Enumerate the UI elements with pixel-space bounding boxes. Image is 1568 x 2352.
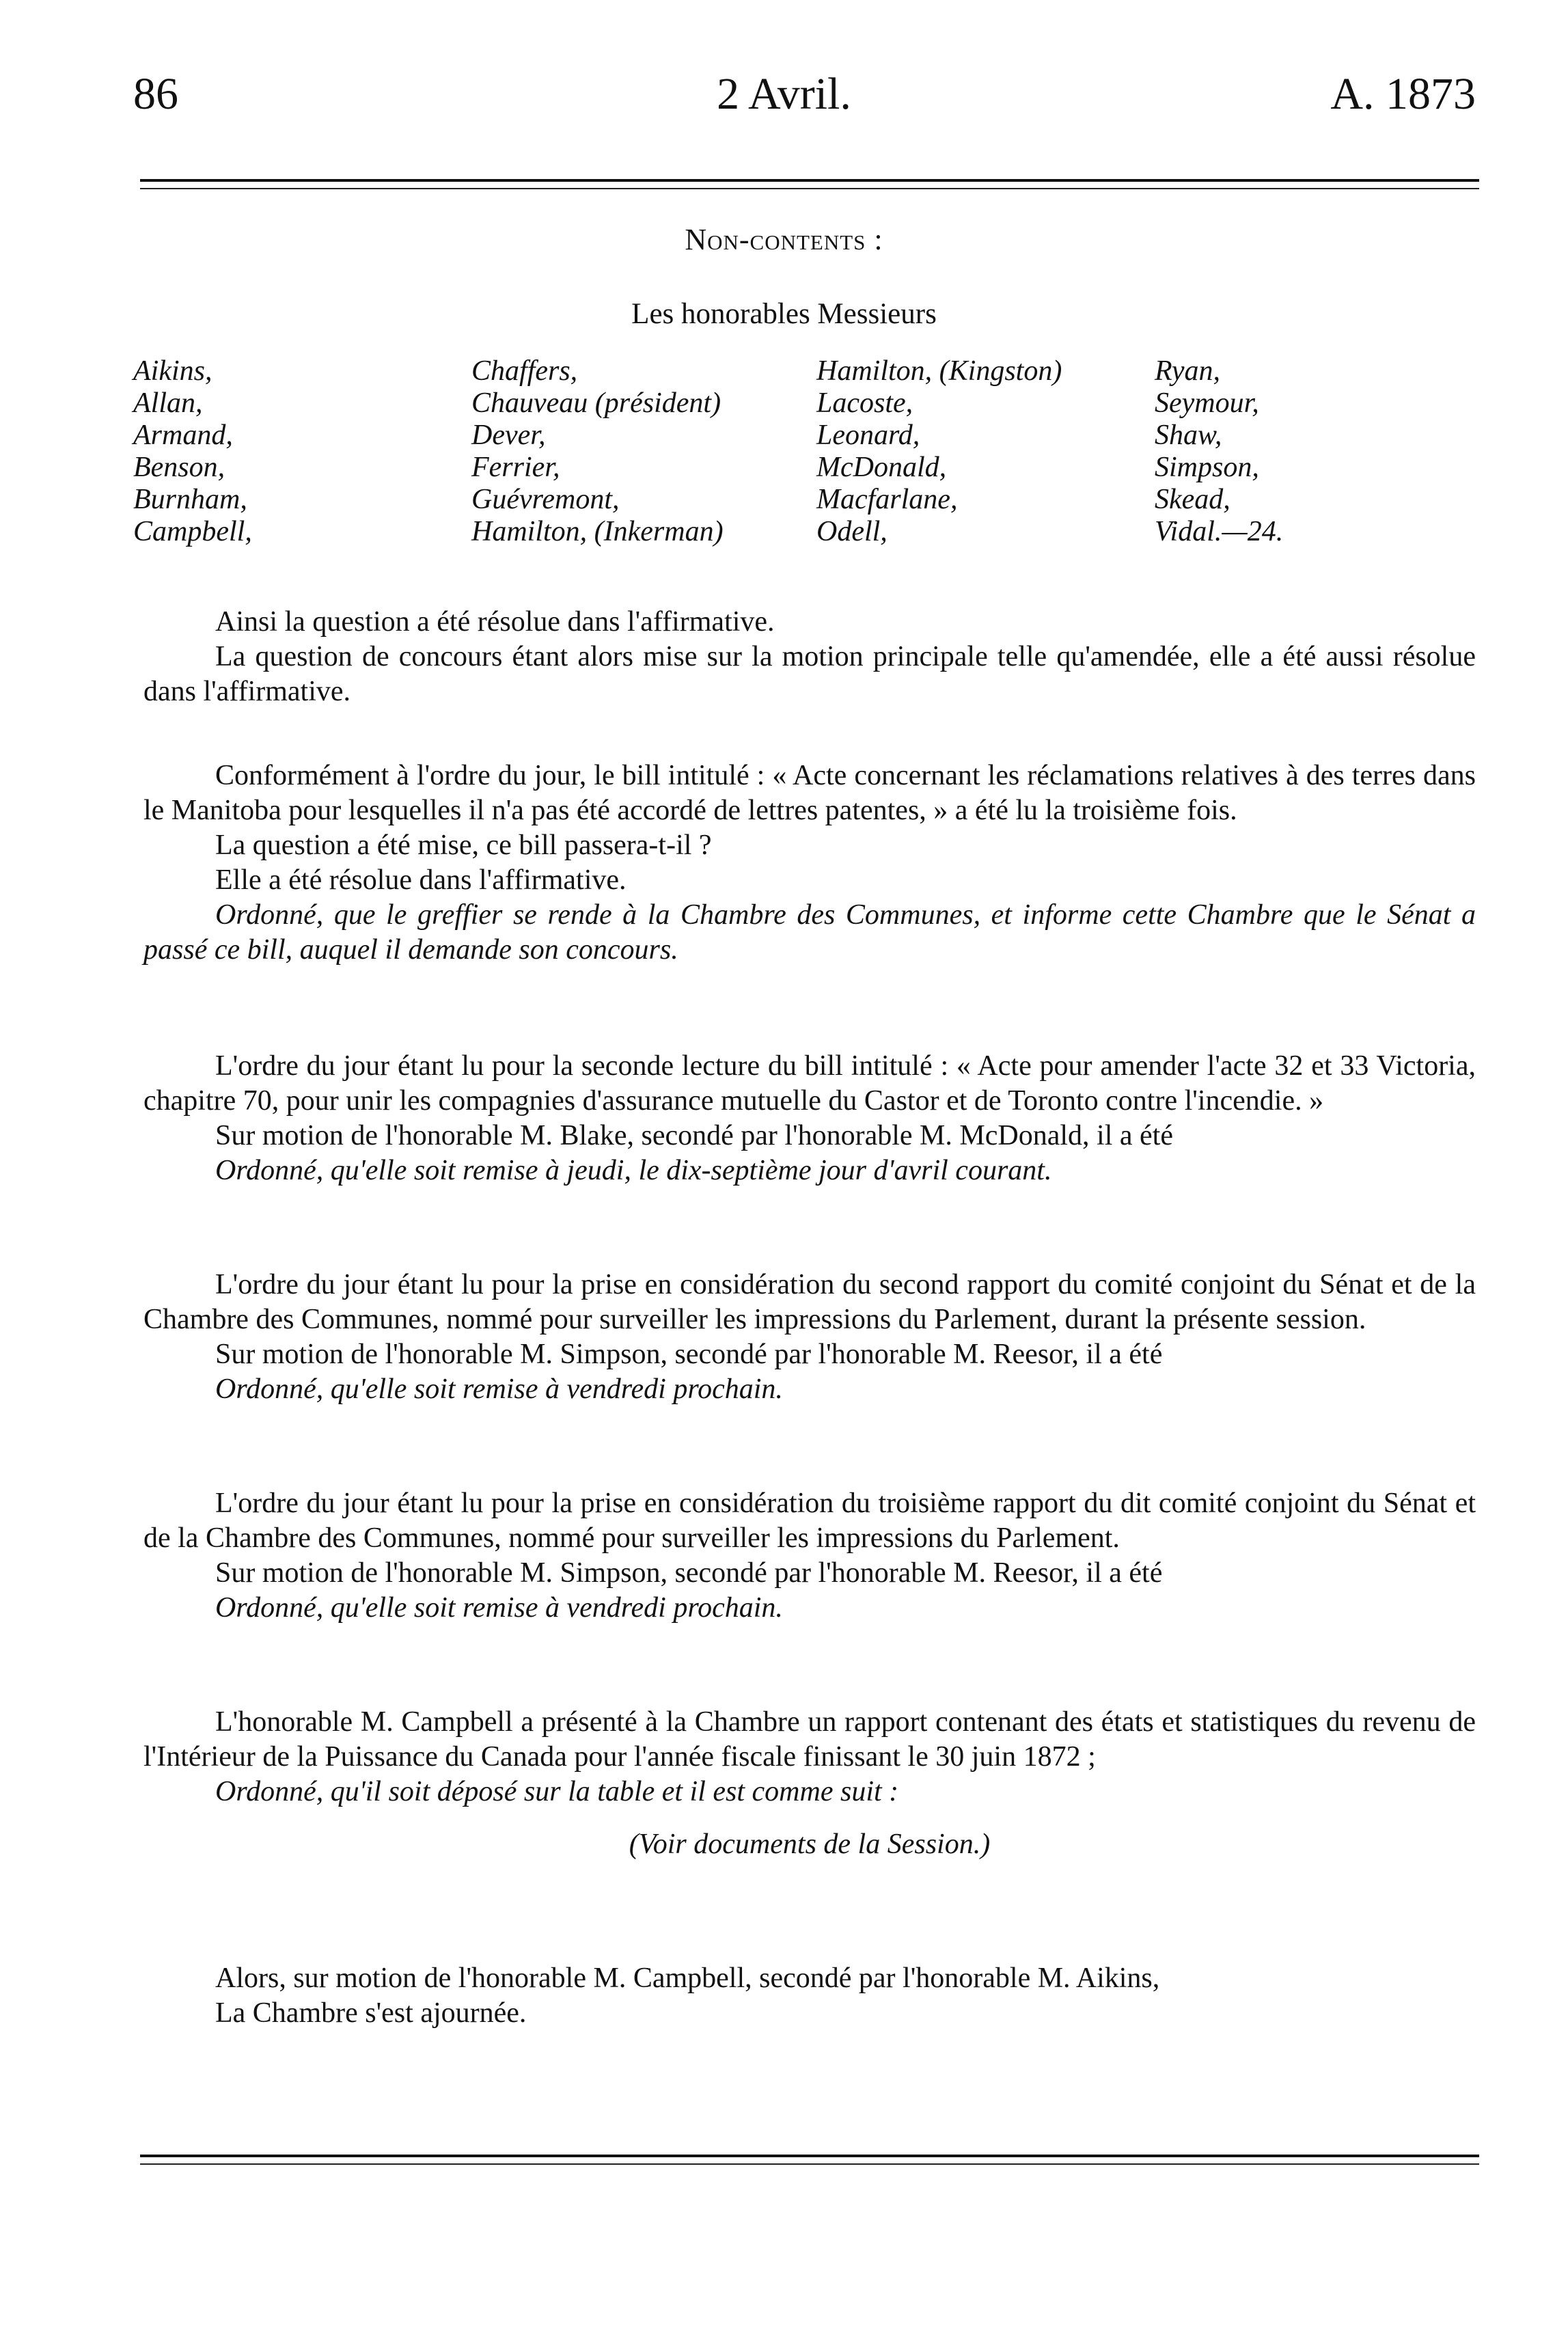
text-line: Conformément à l'ordre du jour, le bill intitulé : « Acte concernant les réclamations relatives à des terres dans le Manitoba pour lesquelles il n'a pas été accordé de lettres patentes, » a été lu la troisième fois. [143,760,1476,826]
name-entry: Dever, [471,420,546,451]
section-subheading: Les honorables Messieurs [631,298,937,330]
text-line: La question de concours étant alors mise sur la motion principale telle qu'amendée, elle a été aussi résolue dans l'affirmative. [143,641,1476,707]
names-column-4 [1155,355,1283,548]
name-entry: Chauveau (président) [471,387,721,419]
name-entry: Chaffers, [471,355,578,387]
name-entry: Skead, [1155,484,1230,515]
name-entry: Macfarlane, [816,484,958,515]
text-line: Sur motion de l'honorable M. Blake, secondé par l'honorable M. McDonald, il a été [215,1120,1173,1151]
names-column-2 [471,355,724,548]
text-line: Ordonné, qu'elle soit remise à jeudi, le dix-septième jour d'avril courant. [215,1155,1052,1186]
paragraph-third-report [143,1486,1476,1626]
name-entry: Lacoste, [816,387,913,419]
text-line: Sur motion de l'honorable M. Simpson, secondé par l'honorable M. Reesor, il a été [215,1557,1163,1589]
paragraph-adjournment [143,1961,1476,2031]
paragraph-result [143,605,1476,709]
footer-rule-bottom [140,2163,1479,2165]
footer-rule-top [140,2155,1479,2157]
page-year: A. 1873 [1330,69,1476,119]
name-entry: Hamilton, (Inkerman) [471,516,724,547]
name-entry: Shaw, [1155,420,1222,451]
paragraph-revenue-report [143,1705,1476,1862]
name-entry: Ferrier, [471,452,560,483]
page-date: 2 Avril. [717,69,851,119]
name-entry: McDonald, [816,452,947,483]
text-line: Ordonné, que le greffier se rende à la Chambre des Communes, et informe cette Chambre que le Sénat a passé ce bill, auquel il demande son concours. [143,899,1476,966]
name-entry: Aikins, [133,355,212,387]
paragraph-third-reading [143,758,1476,968]
text-line: Ordonné, qu'il soit déposé sur la table et il est comme suit : [215,1776,899,1807]
header-rule-bottom [140,188,1479,189]
text-line: La question a été mise, ce bill passera-t-il ? [215,830,712,861]
name-entry: Benson, [133,452,225,483]
section-heading: Non-contents : [685,223,883,256]
header-rule-top [140,179,1479,182]
text-line: Ordonné, qu'elle soit remise à vendredi prochain. [215,1373,783,1405]
text-line: L'ordre du jour étant lu pour la seconde lecture du bill intitulé : « Acte pour amender l'acte 32 et 33 Victoria, chapitre 70, pour unir les compagnies d'assurance mutuelle du Castor et de Toronto contre l'incendie. » [143,1050,1476,1117]
name-entry: Burnham, [133,484,247,515]
text-line: L'ordre du jour étant lu pour la prise en considération du troisième rapport du dit comité conjoint du Sénat et de la Chambre des Communes, nommé pour surveiller les impressions du Parlement. [143,1488,1476,1554]
name-entry: Leonard, [816,420,920,451]
page-number: 86 [133,69,178,119]
name-entry: Allan, [133,387,203,419]
name-entry: Armand, [133,420,233,451]
text-line: L'honorable M. Campbell a présenté à la Chambre un rapport contenant des états et statistiques du revenu de l'Intérieur de la Puissance du Canada pour l'année fiscale finissant le 30 juin 1872 ; [143,1706,1476,1773]
text-line: L'ordre du jour étant lu pour la prise en considération du second rapport du comité conjoint du Sénat et de la Chambre des Communes, nommé pour surveiller les impressions du Parlement, durant la présente session. [143,1269,1476,1335]
text-line: Ainsi la question a été résolue dans l'affirmative. [215,606,775,638]
name-entry: Guévremont, [471,484,620,515]
name-entry: Hamilton, (Kingston) [816,355,1062,387]
paragraph-second-reading [143,1049,1476,1188]
text-line: Alors, sur motion de l'honorable M. Campbell, secondé par l'honorable M. Aikins, [215,1963,1160,1994]
name-entry: Ryan, [1155,355,1221,387]
name-entry: Vidal.—24. [1155,516,1284,547]
name-entry: Seymour, [1155,387,1259,419]
text-line: La Chambre s'est ajournée. [215,1997,527,2029]
name-entry: Odell, [816,516,888,547]
names-column-3 [816,355,1062,548]
text-line: (Voir documents de la Session.) [629,1829,991,1860]
names-column-1 [133,355,252,548]
text-line: Elle a été résolue dans l'affirmative. [215,864,627,896]
paragraph-second-report [143,1268,1476,1407]
name-entry: Campbell, [133,516,252,547]
text-line: Sur motion de l'honorable M. Simpson, secondé par l'honorable M. Reesor, il a été [215,1339,1163,1370]
name-entry: Simpson, [1155,452,1259,483]
text-line: Ordonné, qu'elle soit remise à vendredi prochain. [215,1592,783,1624]
